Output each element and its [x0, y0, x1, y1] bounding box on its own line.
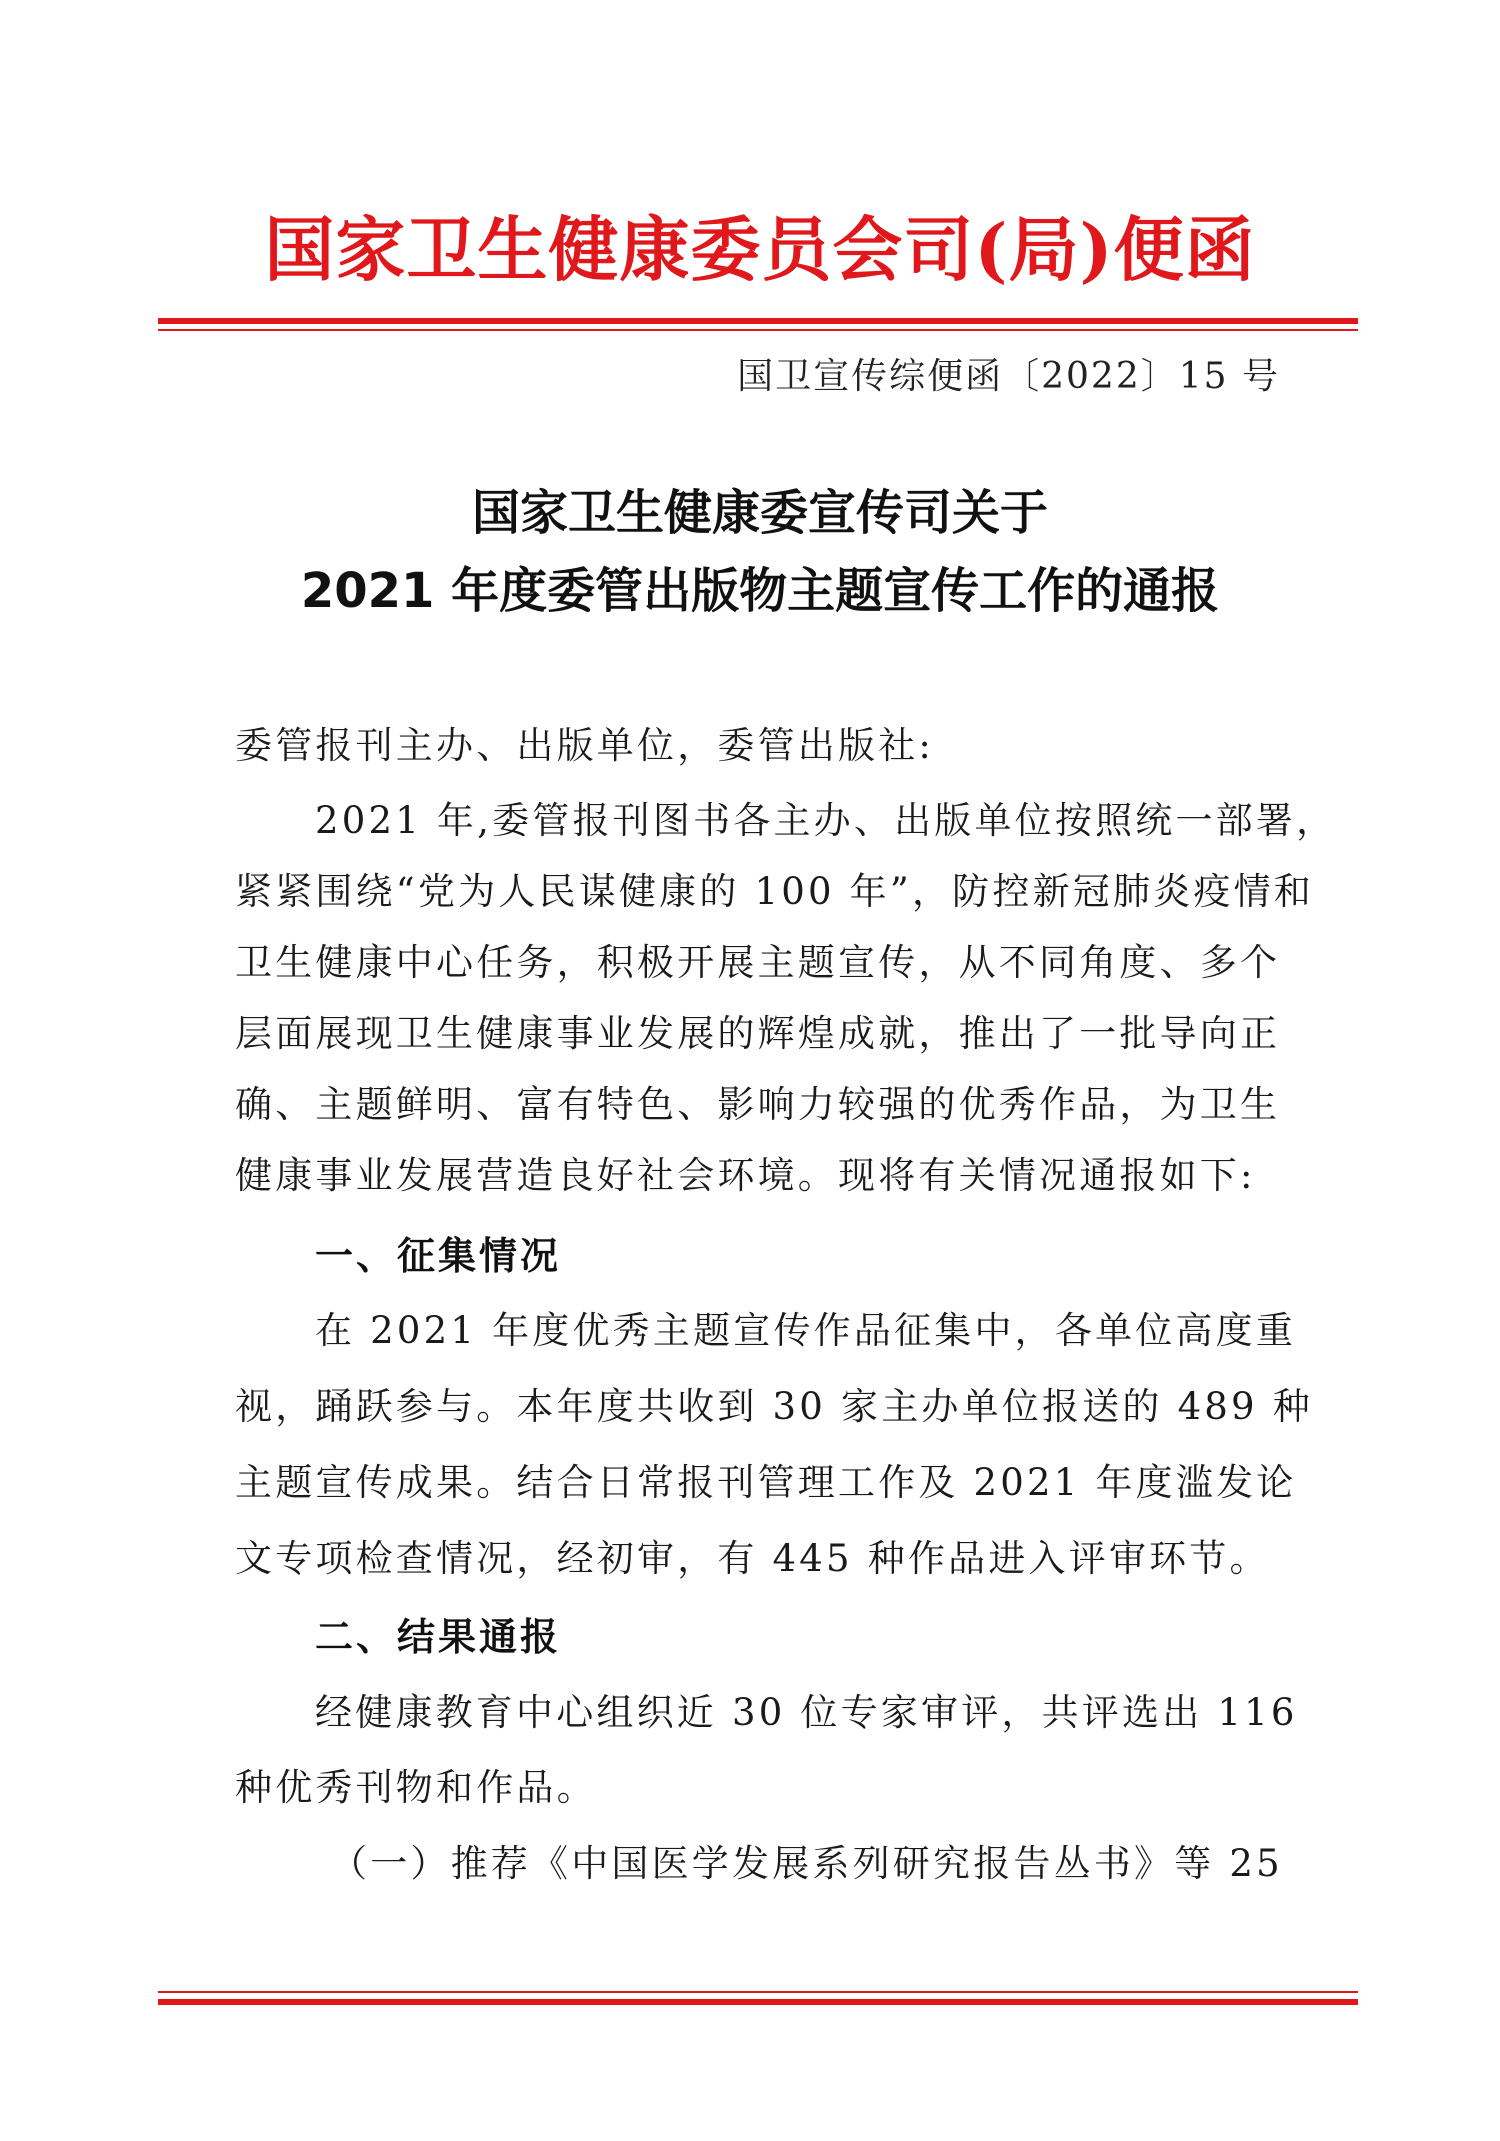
paragraph-line: 卫生健康中心任务，积极开展主题宣传，从不同角度、多个: [235, 941, 1281, 984]
header-rule-thin: [158, 329, 1358, 331]
paragraph-line: 层面展现卫生健康事业发展的辉煌成就，推出了一批导向正: [235, 1012, 1281, 1055]
footer-rule-thick: [158, 1999, 1358, 2005]
document-number: 国卫宣传综便函〔2022〕15 号: [737, 356, 1280, 397]
header-rule-thick: [158, 318, 1358, 324]
paragraph-line: 紧紧围绕“党为人民谋健康的 100 年”，防控新冠肺炎疫情和: [235, 870, 1314, 913]
paragraph-line: 文专项检查情况，经初审，有 445 种作品进入评审环节。: [235, 1537, 1270, 1580]
paragraph-line: 视，踊跃参与。本年度共收到 30 家主办单位报送的 489 种: [235, 1385, 1313, 1428]
paragraph-line: 经健康教育中心组织近 30 位专家审评，共评选出 116: [315, 1691, 1298, 1734]
notice-title-line-1: 国家卫生健康委宣传司关于: [471, 485, 1048, 541]
section-heading-collection: 一、征集情况: [315, 1234, 562, 1278]
paragraph-line: 2021 年,委管报刊图书各主办、出版单位按照统一部署，: [315, 799, 1337, 842]
paragraph-line: 种优秀刊物和作品。: [235, 1766, 597, 1809]
footer-rule-thin: [158, 1991, 1358, 1993]
section-heading-results: 二、结果通报: [315, 1615, 562, 1659]
paragraph-line: 确、主题鲜明、富有特色、影响力较强的优秀作品，为卫生: [235, 1083, 1281, 1126]
paragraph-line: （一）推荐《中国医学发展系列研究报告丛书》等 25: [330, 1842, 1283, 1885]
paragraph-line: 在 2021 年度优秀主题宣传作品征集中，各单位高度重: [315, 1309, 1297, 1352]
agency-masthead: 国家卫生健康委员会司(局)便函: [264, 208, 1256, 291]
paragraph-line: 健康事业发展营造良好社会环境。现将有关情况通报如下:: [235, 1154, 1256, 1197]
paragraph-line: 主题宣传成果。结合日常报刊管理工作及 2021 年度滥发论: [235, 1461, 1297, 1504]
salutation: 委管报刊主办、出版单位，委管出版社:: [235, 724, 935, 767]
notice-title-line-2: 2021 年度委管出版物主题宣传工作的通报: [300, 563, 1220, 619]
